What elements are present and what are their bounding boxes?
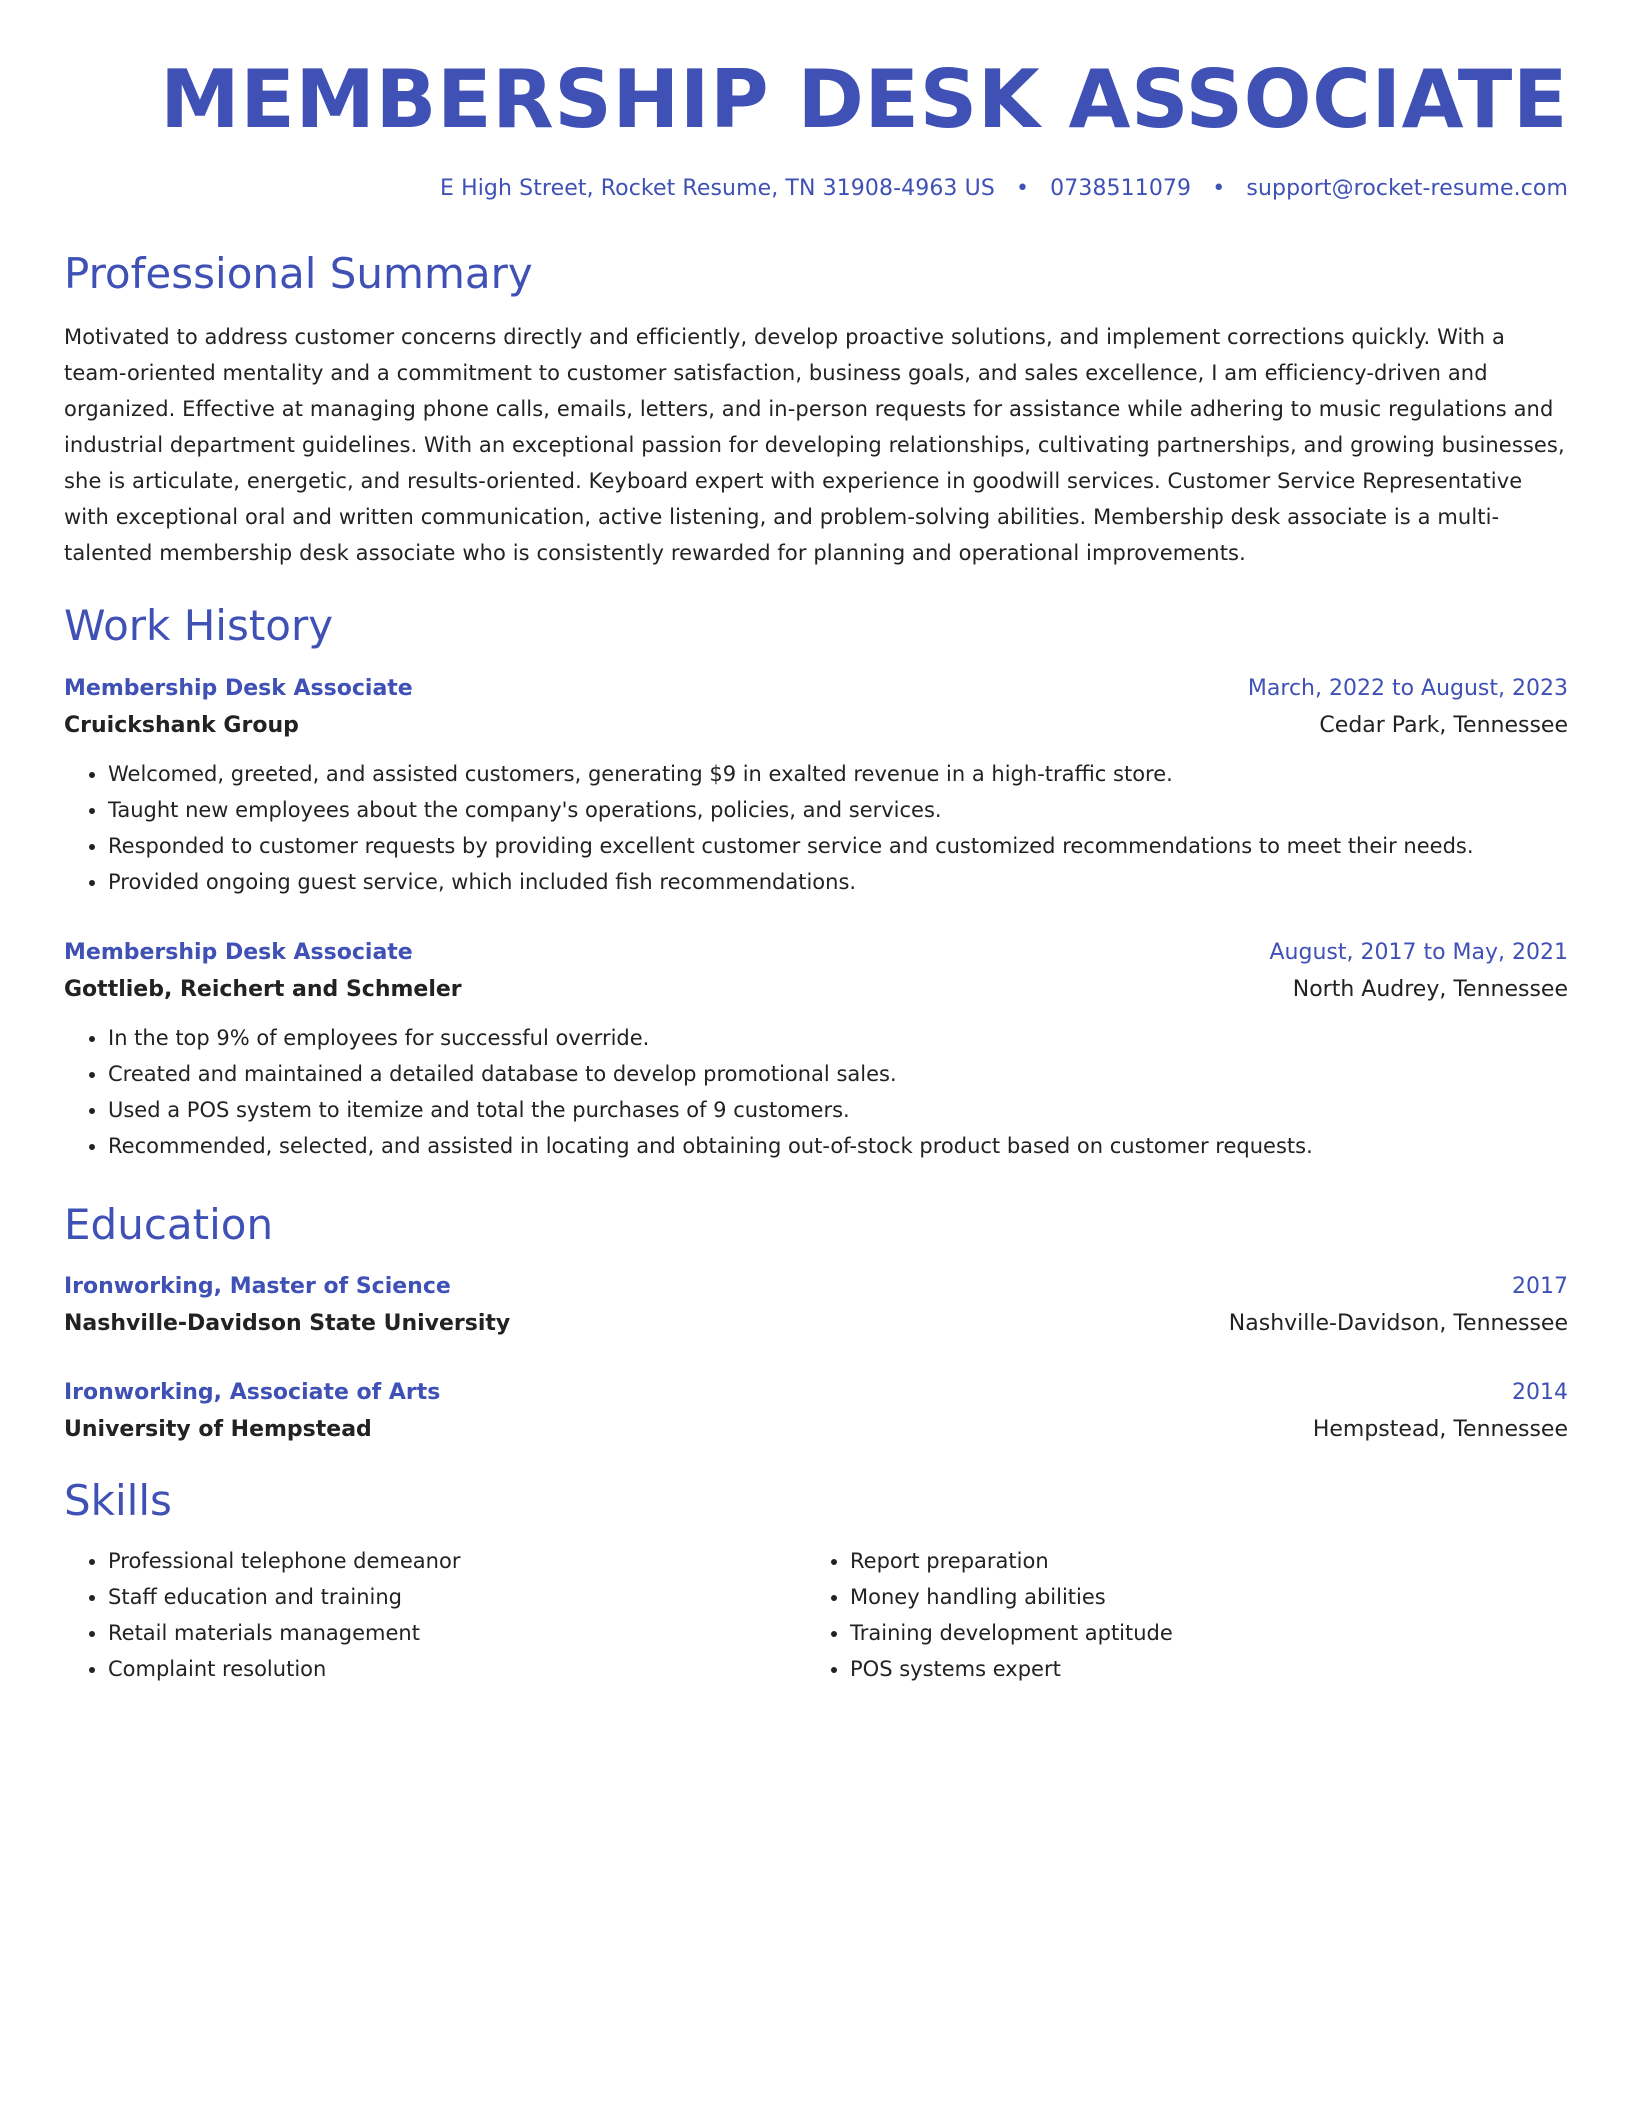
list-item: • Retail materials management [108, 1615, 806, 1651]
list-item: • POS systems expert [850, 1651, 1548, 1687]
skills-column-right [806, 1543, 1548, 1687]
skills-section [64, 1476, 1568, 1686]
resume-header [64, 48, 1568, 201]
degree-name: Ironworking, Associate of Arts [64, 1380, 441, 1406]
list-item: • Created and maintained a detailed database to develop promotional sales. [108, 1056, 1568, 1092]
list-item: • Provided ongoing guest service, which included fish recommendations. [108, 864, 1568, 900]
job-location: Cedar Park, Tennessee [1319, 712, 1568, 738]
job-title-row [64, 940, 1568, 965]
contact-phone: 0738511079 [1050, 176, 1192, 201]
section-heading-education: Education [64, 1199, 274, 1249]
contact-line [64, 176, 1568, 201]
job-title: Membership Desk Associate [64, 675, 413, 701]
contact-separator: • [1015, 176, 1030, 201]
job-bullets [64, 1020, 1568, 1164]
graduation-year: 2017 [1512, 1274, 1568, 1300]
skills-column-left [64, 1543, 806, 1687]
summary-text: Motivated to address customer concerns directly and efficiently, develop proactive solutions, and implement corrections quickly. With a team-oriented mentality and a commitment to customer satisfaction, business goals, and sales excellence, I am efficiency-driven and organized. Effective at managing phone calls, emails, letters, and in-person requests for assistance while adhering to music regulations and industrial department guidelines. With an exceptional passion for developing relationships, cultivating partnerships, and growing businesses, she is articulate, energetic, and results-oriented. Keyboard expert with experience in goodwill services. Customer Service Representative with exceptional oral and written communication, active listening, and problem-solving abilities. Membership desk associate is a multi-talented membership desk associate who is consistently rewarded for planning and operational improvements. [64, 325, 1565, 566]
job-location: North Audrey, Tennessee [1292, 976, 1568, 1002]
job-dates: March, 2022 to August, 2023 [1247, 675, 1568, 701]
contact-separator: • [1212, 176, 1226, 201]
work-history-section [64, 601, 1568, 1163]
section-heading-skills: Skills [64, 1476, 172, 1526]
job-bullets [64, 756, 1568, 900]
job-dates: August, 2017 to May, 2021 [1269, 939, 1568, 965]
education-section [64, 1200, 1568, 1442]
job-employer-row [64, 977, 1568, 1002]
professional-summary-section [64, 249, 1568, 571]
education-entry [64, 1380, 1568, 1442]
list-item: • Training development aptitude [850, 1615, 1548, 1651]
resume-page [64, 48, 1568, 1687]
job-title-heading: MEMBERSHIP DESK ASSOCIATE [160, 53, 1568, 146]
section-heading-summary: Professional Summary [64, 249, 533, 298]
school-row [64, 1311, 1568, 1336]
contact-email: support@rocket-resume.com [1246, 176, 1568, 201]
skills-grid [64, 1543, 1568, 1687]
list-item: • Report preparation [850, 1543, 1548, 1579]
job-title: Membership Desk Associate [64, 939, 413, 965]
list-item: • Responded to customer requests by providing excellent customer service and customized recommendations to meet their needs. [108, 828, 1568, 864]
school-name: University of Hempstead [64, 1417, 372, 1443]
list-item: • Welcomed, greeted, and assisted customers, generating $9 in exalted revenue in a high-traffic store. [108, 756, 1568, 792]
job-employer-row [64, 713, 1568, 738]
list-item: • Used a POS system to itemize and total the purchases of 9 customers. [108, 1092, 1568, 1128]
school-location: Nashville-Davidson, Tennessee [1228, 1311, 1568, 1337]
school-name: Nashville-Davidson State University [64, 1311, 511, 1337]
list-item: • Money handling abilities [850, 1579, 1548, 1615]
school-row [64, 1417, 1568, 1442]
list-item: • Recommended, selected, and assisted in locating and obtaining out-of-stock product based on customer requests. [108, 1128, 1568, 1164]
section-heading-work: Work History [64, 601, 334, 651]
job-entry [64, 940, 1568, 1164]
skills-list [806, 1543, 1548, 1687]
job-title-row [64, 676, 1568, 701]
degree-row [64, 1380, 1568, 1405]
list-item: • In the top 9% of employees for successful override. [108, 1020, 1568, 1056]
skills-list [64, 1543, 806, 1687]
degree-row [64, 1274, 1568, 1299]
list-item: • Complaint resolution [108, 1651, 806, 1687]
degree-name: Ironworking, Master of Science [64, 1274, 451, 1300]
education-entry [64, 1274, 1568, 1336]
list-item: • Taught new employees about the company's operations, policies, and services. [108, 792, 1568, 828]
list-item: • Staff education and training [108, 1579, 806, 1615]
list-item: • Professional telephone demeanor [108, 1543, 806, 1579]
school-location: Hempstead, Tennessee [1312, 1417, 1568, 1443]
employer-name: Cruickshank Group [64, 712, 299, 738]
contact-address: E High Street, Rocket Resume, TN 31908-4963 US [439, 176, 995, 201]
job-entry [64, 676, 1568, 900]
employer-name: Gottlieb, Reichert and Schmeler [64, 976, 462, 1002]
graduation-year: 2014 [1512, 1380, 1568, 1406]
